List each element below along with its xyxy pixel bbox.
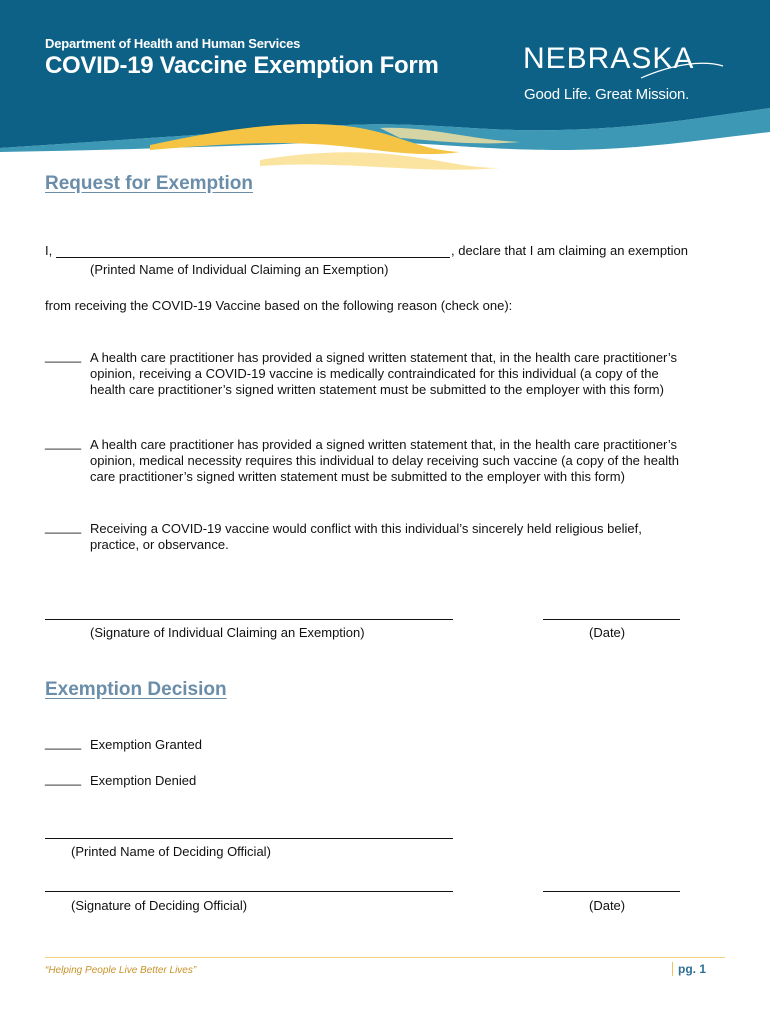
intro-suffix: , declare that I am claiming an exemption	[451, 243, 689, 258]
official-date-caption: (Date)	[589, 898, 626, 913]
option-medical-contraindication-checkbox[interactable]: _____	[45, 348, 82, 363]
footer-divider	[45, 957, 725, 958]
option-1-line-1: A health care practitioner has provided a signed written statement that, in the health care practitioner’s	[90, 350, 678, 365]
individual-date-caption: (Date)	[589, 625, 626, 640]
nebraska-logo	[523, 42, 728, 106]
footer-slogan: “Helping People Live Better Lives”	[45, 965, 197, 976]
option-2-line-1: A health care practitioner has provided a signed written statement that, in the health care practitioner’s	[90, 437, 678, 452]
exemption-granted-label: Exemption Granted	[90, 737, 203, 752]
exemption-denied-checkbox[interactable]: _____	[45, 771, 82, 786]
option-religious-checkbox[interactable]: _____	[45, 519, 82, 534]
exemption-granted-checkbox[interactable]: _____	[45, 735, 82, 750]
exemption-denied-label: Exemption Denied	[90, 773, 197, 788]
page-number: pg. 1	[678, 962, 707, 976]
printed-name-line[interactable]	[56, 257, 450, 258]
decision-heading: Exemption Decision	[45, 679, 227, 700]
individual-date-line[interactable]	[543, 619, 680, 620]
intro-prefix: I,	[45, 243, 53, 258]
individual-signature-line[interactable]	[45, 619, 453, 620]
form-title: COVID-19 Vaccine Exemption Form	[45, 52, 439, 79]
option-2-line-3: care practitioner’s signed written statement must be submitted to the employer with this form)	[90, 469, 625, 484]
option-1-line-2: opinion, receiving a COVID-19 vaccine is medically contraindicated for this individual (a copy of the	[90, 366, 659, 381]
reason-intro: from receiving the COVID-19 Vaccine based on the following reason (check one):	[45, 298, 513, 313]
footer-page-separator	[672, 962, 673, 976]
option-1-line-3: health care practitioner’s signed written statement must be submitted to the employer with this form)	[90, 382, 664, 397]
option-2-line-2: opinion, medical necessity requires this individual to delay receiving such vaccine (a copy of the health	[90, 453, 679, 468]
individual-signature-caption: (Signature of Individual Claiming an Exemption)	[90, 625, 365, 640]
department-name: Department of Health and Human Services	[45, 36, 301, 51]
official-signature-caption: (Signature of Deciding Official)	[71, 898, 248, 913]
logo-wordmark: NEBRASKA	[523, 42, 695, 75]
printed-name-caption: (Printed Name of Individual Claiming an Exemption)	[90, 262, 389, 277]
official-printed-name-caption: (Printed Name of Deciding Official)	[71, 844, 271, 859]
option-3-line-2: practice, or observance.	[90, 537, 229, 552]
page-header	[0, 0, 770, 175]
logo-swoosh-icon	[523, 42, 728, 82]
logo-tagline: Good Life. Great Mission.	[524, 86, 690, 103]
option-medical-delay-checkbox[interactable]: _____	[45, 435, 82, 450]
option-3-line-1: Receiving a COVID-19 vaccine would conflict with this individual’s sincerely held religious belief,	[90, 521, 642, 536]
request-heading: Request for Exemption	[45, 173, 253, 194]
official-printed-name-line[interactable]	[45, 838, 453, 839]
official-date-line[interactable]	[543, 891, 680, 892]
official-signature-line[interactable]	[45, 891, 453, 892]
